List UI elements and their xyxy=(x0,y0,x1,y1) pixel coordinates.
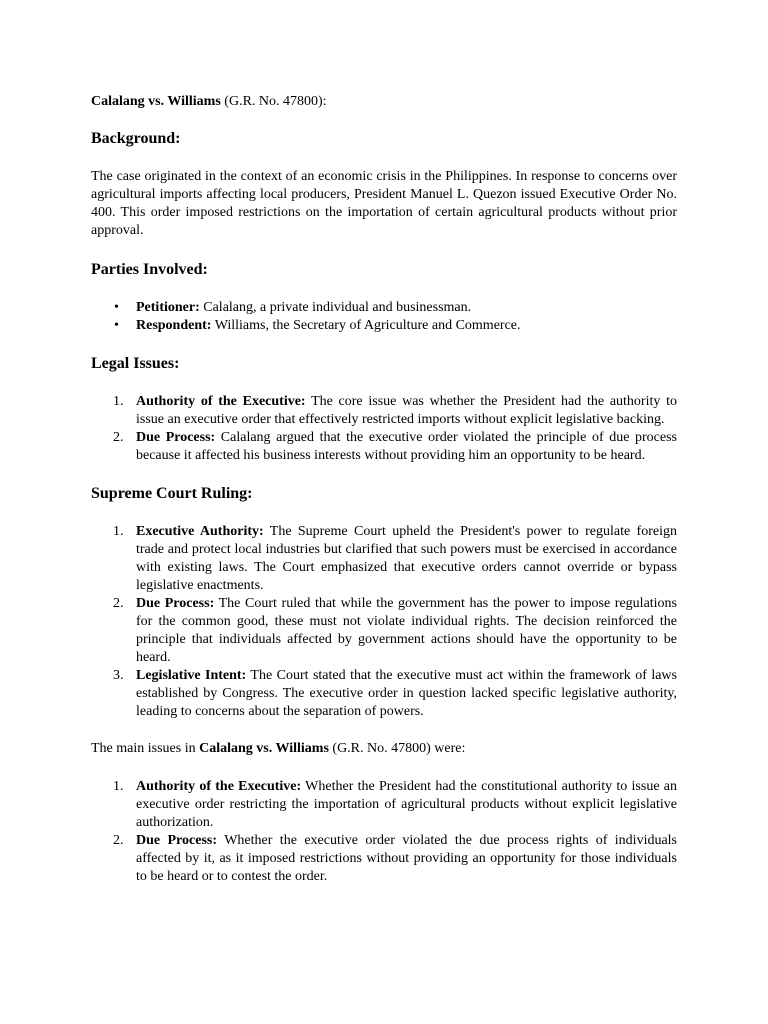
intro-text-before: The main issues in xyxy=(91,741,200,756)
main-issues-intro xyxy=(91,740,677,758)
item-text: Calalang argued that the executive order violated the principle of due process because it affected his business interests without providing him an opportunity to be heard. xyxy=(136,430,678,463)
list-item xyxy=(113,778,677,832)
legal-issues-heading: Legal Issues: xyxy=(91,355,180,372)
ruling-heading: Supreme Court Ruling: xyxy=(91,485,253,502)
case-name: Calalang vs. Williams xyxy=(91,94,221,109)
case-title-line xyxy=(91,93,677,111)
item-text: Williams, the Secretary of Agriculture and Commerce. xyxy=(211,318,521,333)
item-number: 2. xyxy=(113,430,124,445)
item-number: 3. xyxy=(113,668,124,683)
item-text: Calalang, a private individual and businessman. xyxy=(199,300,472,315)
main-issues-list xyxy=(91,778,677,886)
item-label: Due Process: xyxy=(136,833,218,848)
list-item xyxy=(113,595,678,667)
case-reference: (G.R. No. 47800): xyxy=(220,94,327,109)
parties-heading: Parties Involved: xyxy=(91,261,208,278)
list-item xyxy=(113,667,677,721)
item-label: Due Process: xyxy=(136,596,215,611)
item-text: The Court ruled that while the government has the power to impose regulations for the common good, these must not violate individual rights. The decision reinforced the principle that individuals affected by government actions should have the opportunity to be heard. xyxy=(136,596,678,665)
ruling-list xyxy=(91,523,677,721)
item-label: Legislative Intent: xyxy=(136,668,247,683)
intro-text-after: (G.R. No. 47800) were: xyxy=(328,741,466,756)
item-label: Executive Authority: xyxy=(136,524,264,539)
item-label: Respondent: xyxy=(136,318,212,333)
list-item-petitioner xyxy=(114,299,677,317)
item-number: 1. xyxy=(113,524,124,539)
list-item xyxy=(113,523,677,595)
item-text: The core issue was whether the President had the authority to issue an executive order that effectively restricted imports without explicit legislative backing. xyxy=(136,394,677,427)
item-label: Petitioner: xyxy=(136,300,200,315)
document-page xyxy=(91,93,677,905)
item-number: 1. xyxy=(113,394,124,409)
item-text: Whether the executive order violated the due process rights of individuals affected by it, as it imposed restrictions without providing an opportunity for those individuals to be heard or to contest the order. xyxy=(136,833,678,884)
list-item xyxy=(113,429,678,465)
item-number: 2. xyxy=(113,596,124,611)
item-number: 2. xyxy=(113,833,124,848)
bullet-icon: • xyxy=(114,318,119,333)
parties-list xyxy=(91,299,677,335)
bullet-icon: • xyxy=(114,300,119,315)
item-label: Authority of the Executive: xyxy=(136,394,306,409)
list-item-respondent xyxy=(114,317,677,335)
item-text: The Supreme Court upheld the President's power to regulate foreign trade and protect local industries but clarified that such powers must be exercised in accordance with existing laws. The Court emphasized that executive orders cannot override or bypass legislative enactments. xyxy=(136,524,677,593)
legal-issues-list xyxy=(91,393,677,465)
item-text: The Court stated that the executive must act within the framework of laws established by Congress. The executive order in question lacked specific legislative authority, leading to concerns about the separation of powers. xyxy=(136,668,677,719)
background-paragraph: The case originated in the context of an economic crisis in the Philippines. In response to concerns over agricultural imports affecting local producers, President Manuel L. Quezon issued Executive Order No. 400. This order imposed restrictions on the importation of certain agricultural products without prior approval. xyxy=(91,169,677,238)
item-text: Whether the President had the constitutional authority to issue an executive order restricting the importation of agricultural products without explicit legislative authorization. xyxy=(136,779,677,830)
item-label: Authority of the Executive: xyxy=(136,779,302,794)
list-item xyxy=(113,832,678,886)
background-heading: Background: xyxy=(91,130,181,147)
item-number: 1. xyxy=(113,779,124,794)
item-label: Due Process: xyxy=(136,430,216,445)
intro-case-name: Calalang vs. Williams xyxy=(199,741,329,756)
list-item xyxy=(113,393,677,429)
